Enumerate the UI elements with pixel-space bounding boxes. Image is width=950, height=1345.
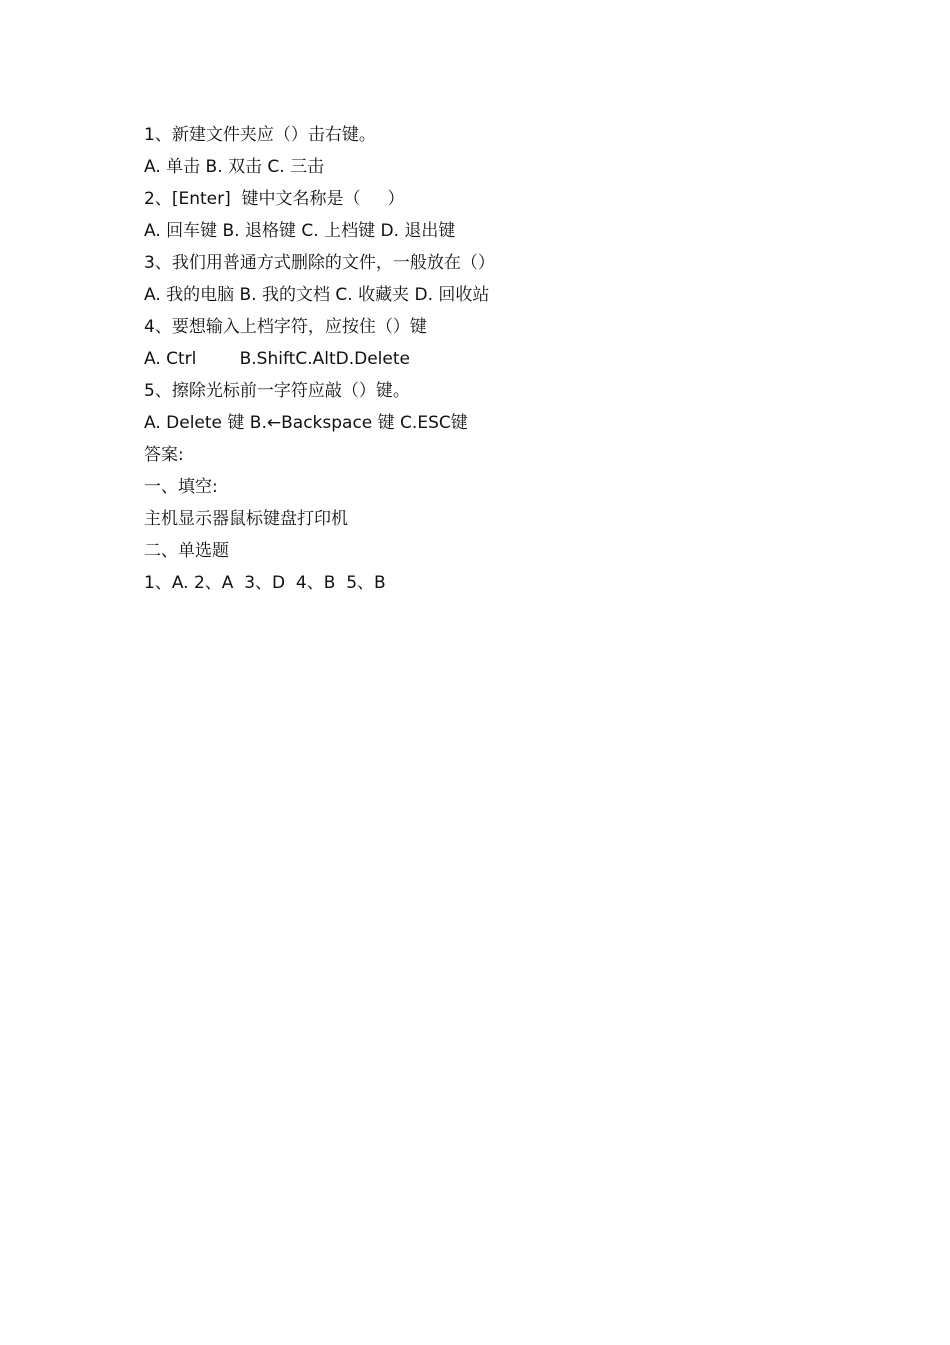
document-content	[144, 122, 844, 602]
answers-title: 答案:	[144, 445, 184, 465]
fill-blank-heading: 一、填空:	[144, 477, 218, 497]
question-1: 1、新建文件夹应（）击右键。	[144, 125, 376, 145]
question-2-options: A. 回车键 B. 退格键 C. 上档键 D. 退出键	[144, 221, 456, 241]
single-choice-answers: 1、A. 2、A 3、D 4、B 5、B	[144, 573, 386, 593]
question-3-options: A. 我的电脑 B. 我的文档 C. 收藏夹 D. 回收站	[144, 285, 490, 305]
question-4-options: A. Ctrl B.ShiftC.AltD.Delete	[144, 349, 410, 369]
question-5: 5、擦除光标前一字符应敲（）键。	[144, 381, 410, 401]
question-1-options: A. 单击 B. 双击 C. 三击	[144, 157, 325, 177]
question-2: 2、[Enter] 键中文名称是（ ）	[144, 189, 405, 209]
question-4: 4、要想输入上档字符，应按住（）键	[144, 317, 427, 337]
fill-blank-answer: 主机显示器鼠标键盘打印机	[144, 509, 348, 529]
question-5-options: A. Delete 键 B.←Backspace 键 C.ESC键	[144, 413, 468, 433]
question-3: 3、我们用普通方式删除的文件，一般放在（）	[144, 253, 495, 273]
single-choice-heading: 二、单选题	[144, 541, 229, 561]
